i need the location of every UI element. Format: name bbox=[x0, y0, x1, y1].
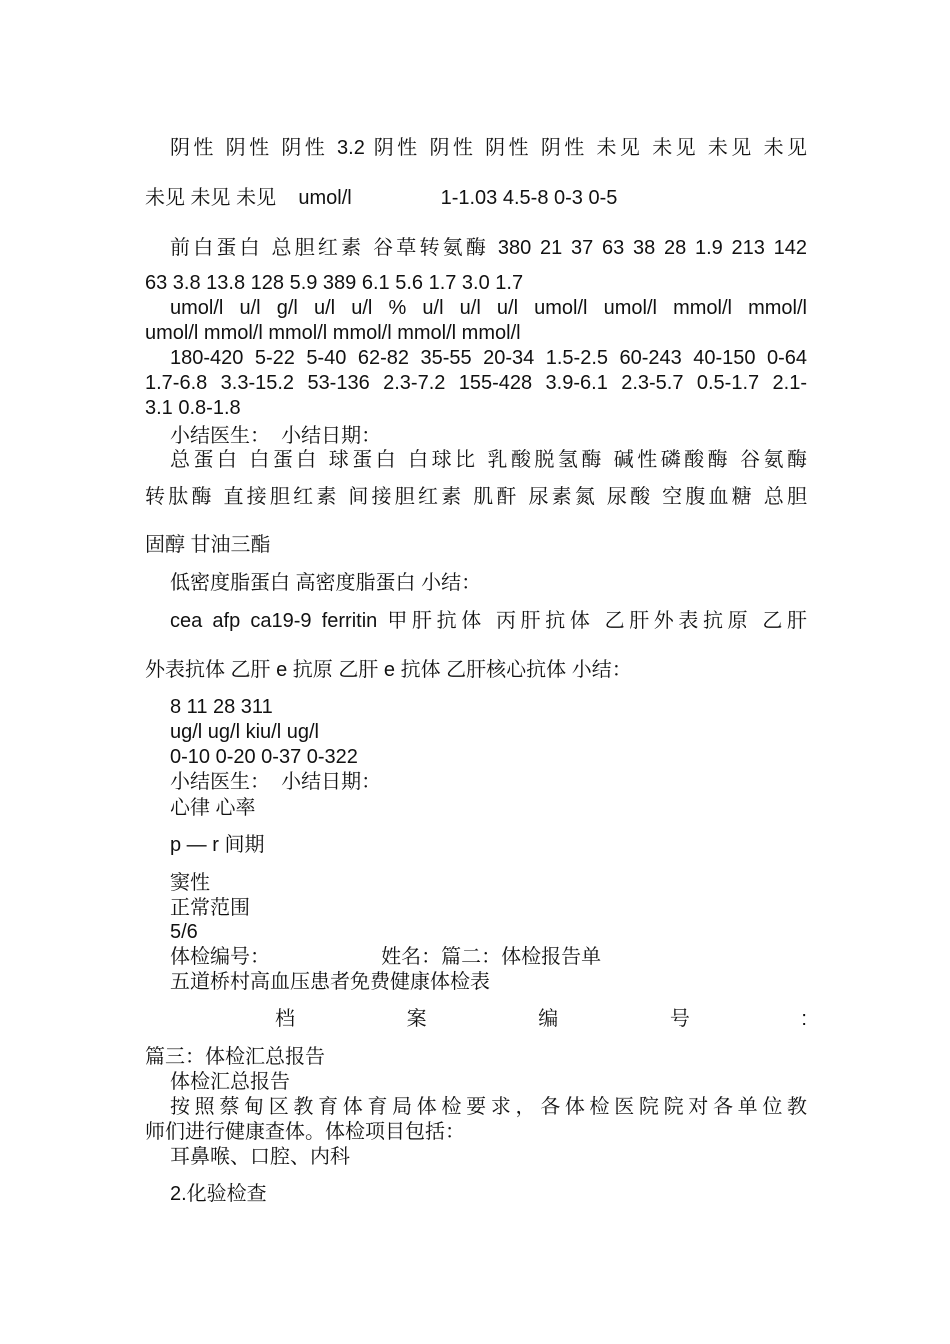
text-line: 180-420 5-22 5-40 62-82 35-55 20-34 1.5-2.5 60-243 40-150 0-64 bbox=[170, 347, 807, 369]
text-line: 心律 心率 bbox=[170, 797, 256, 819]
text-line: umol/l mmol/l mmol/l mmol/l mmol/l mmol/l bbox=[145, 322, 521, 344]
page-number: 5/6 bbox=[170, 921, 198, 943]
text-line: ug/l ug/l kiu/l ug/l bbox=[170, 721, 319, 743]
text-line: 正常范围 bbox=[170, 897, 250, 919]
text-line: 3.1 0.8-1.8 bbox=[145, 397, 241, 419]
text-line: 转肽酶 直接胆红素 间接胆红素 肌酐 尿素氮 尿酸 空腹血糖 总胆 bbox=[145, 486, 807, 508]
text-line: 总蛋白 白蛋白 球蛋白 白球比 乳酸脱氢酶 碱性磷酸酶 谷氨酶 bbox=[170, 449, 807, 471]
text-line: 前白蛋白 总胆红素 谷草转氨酶 380 21 37 63 38 28 1.9 213 142 bbox=[170, 237, 807, 259]
text-line: 8 11 28 311 bbox=[170, 696, 273, 718]
text-line: 外表抗体 乙肝 e 抗原 乙肝 e 抗体 乙肝核心抗体 小结： bbox=[145, 659, 632, 681]
text-line: 阴性 阴性 阴性 3.2 阴性 阴性 阴性 阴性 未见 未见 未见 未见 bbox=[170, 137, 807, 159]
text-line: 0-10 0-20 0-37 0-322 bbox=[170, 746, 358, 768]
file-number-line: 档 案 编 号 : bbox=[275, 1008, 807, 1030]
text-line: 五道桥村高血压患者免费健康体检表 bbox=[170, 971, 490, 993]
text-line: 师们进行健康查体。体检项目包括： bbox=[145, 1121, 465, 1143]
section-heading: 篇三：体检汇总报告 bbox=[145, 1046, 325, 1068]
text-line: 固醇 甘油三酯 bbox=[145, 534, 271, 556]
section-title: 体检汇总报告 bbox=[170, 1071, 290, 1093]
text-line: 耳鼻喉、口腔、内科 bbox=[170, 1146, 350, 1168]
summary-doctor-line: 小结医生： 小结日期： bbox=[170, 425, 382, 447]
text-line: 1.7-6.8 3.3-15.2 53-136 2.3-7.2 155-428 3.9-6.1 2.3-5.7 0.5-1.7 2.1- bbox=[145, 372, 807, 394]
text-line: 低密度脂蛋白 高密度脂蛋白 小结： bbox=[170, 572, 482, 594]
text-line: 体检编号： 姓名：篇二：体检报告单 bbox=[170, 946, 602, 968]
text-line: 2.化验检查 bbox=[170, 1183, 267, 1205]
text-line: 未见 未见 未见 umol/l 1-1.03 4.5-8 0-3 0-5 bbox=[145, 187, 618, 209]
text-line: 63 3.8 13.8 128 5.9 389 6.1 5.6 1.7 3.0 1.7 bbox=[145, 272, 524, 294]
text-line: cea afp ca19-9 ferritin 甲肝抗体 丙肝抗体 乙肝外表抗原 乙肝 bbox=[170, 610, 807, 632]
text-line: p — r 间期 bbox=[170, 834, 265, 856]
text-line: umol/l u/l g/l u/l u/l % u/l u/l u/l umol/l umol/l mmol/l mmol/l bbox=[170, 297, 807, 319]
text-line: 按照蔡甸区教育体育局体检要求，各体检医院院对各单位教 bbox=[170, 1096, 807, 1118]
text-line: 窦性 bbox=[170, 872, 210, 894]
summary-doctor-line: 小结医生： 小结日期： bbox=[170, 771, 382, 793]
